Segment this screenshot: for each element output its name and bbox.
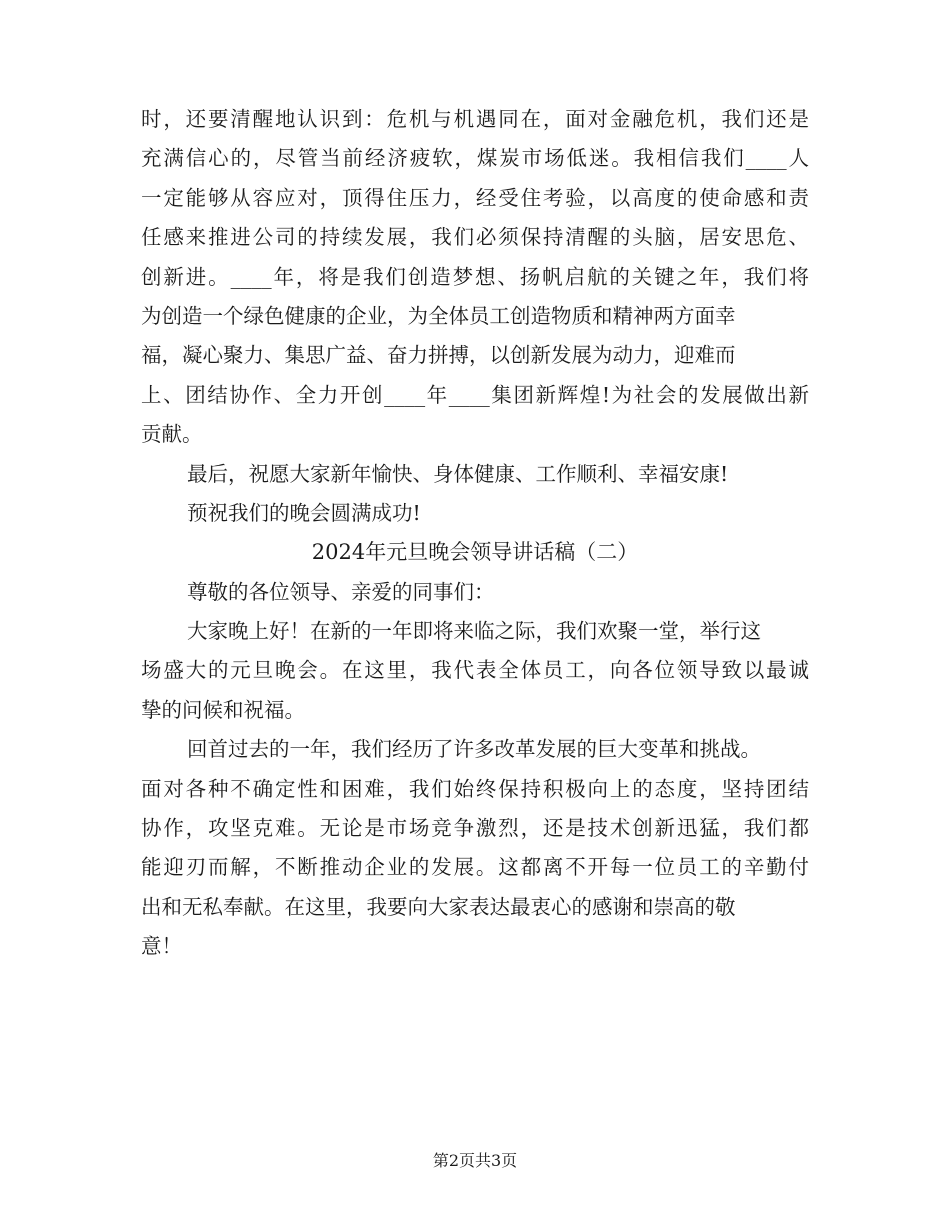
text-line: 场盛大的元旦晚会。在这里，我代表全体员工，向各位领导致以最诚: [141, 658, 809, 683]
text-line: 协作，攻坚克难。无论是市场竞争激烈，还是技术创新迅猛，我们都: [141, 816, 809, 841]
text-line: 面对各种不确定性和困难，我们始终保持积极向上的态度，坚持团结: [141, 776, 809, 801]
text-line: 为创造一个绿色健康的企业，为全体员工创造物质和精神两方面幸: [141, 303, 736, 328]
text-line: 贡献。: [141, 422, 203, 447]
text-line: 出和无私奉献。在这里，我要向大家表达最衷心的感谢和崇高的敬: [141, 894, 736, 919]
text-line: 意！: [141, 934, 182, 959]
text-line: 创新进。____年，将是我们创造梦想、扬帆启航的关键之年，我们将: [141, 264, 809, 289]
document-body: [141, 100, 809, 967]
text-line: 时，还要清醒地认识到：危机与机遇同在，面对金融危机，我们还是: [141, 107, 809, 131]
text-line: 能迎刃而解，不断推动企业的发展。这都离不开每一位员工的辛勤付: [141, 855, 809, 880]
salutation: 尊敬的各位领导、亲爱的同事们：: [187, 579, 495, 604]
text-line: 挚的问候和祝福。: [141, 697, 305, 722]
text-line: 大家晚上好！在新的一年即将来临之际，我们欢聚一堂，举行这: [187, 619, 761, 644]
closing-blessing: 预祝我们的晚会圆满成功!: [187, 500, 421, 525]
section-title: 2024年元旦晚会领导讲话稿（二）: [311, 540, 639, 565]
text-line: 任感来推进公司的持续发展，我们必须保持清醒的头脑，居安思危、: [141, 225, 809, 250]
closing-wishes: 最后，祝愿大家新年愉快、身体健康、工作顺利、幸福安康!: [187, 461, 729, 486]
page-number: 第2页共3页: [432, 1151, 518, 1170]
text-line: 上、团结协作、全力开创____年____集团新辉煌!为社会的发展做出新: [141, 382, 809, 407]
text-line: 福，凝心聚力、集思广益、奋力拼搏，以创新发展为动力，迎难而: [141, 343, 736, 368]
text-line: 一定能够从容应对，顶得住压力，经受住考验，以高度的使命感和责: [141, 185, 809, 210]
text-line: 充满信心的，尽管当前经济疲软，煤炭市场低迷。我相信我们____人: [141, 146, 809, 171]
text-line: 回首过去的一年，我们经历了许多改革发展的巨大变革和挑战。: [187, 737, 761, 762]
